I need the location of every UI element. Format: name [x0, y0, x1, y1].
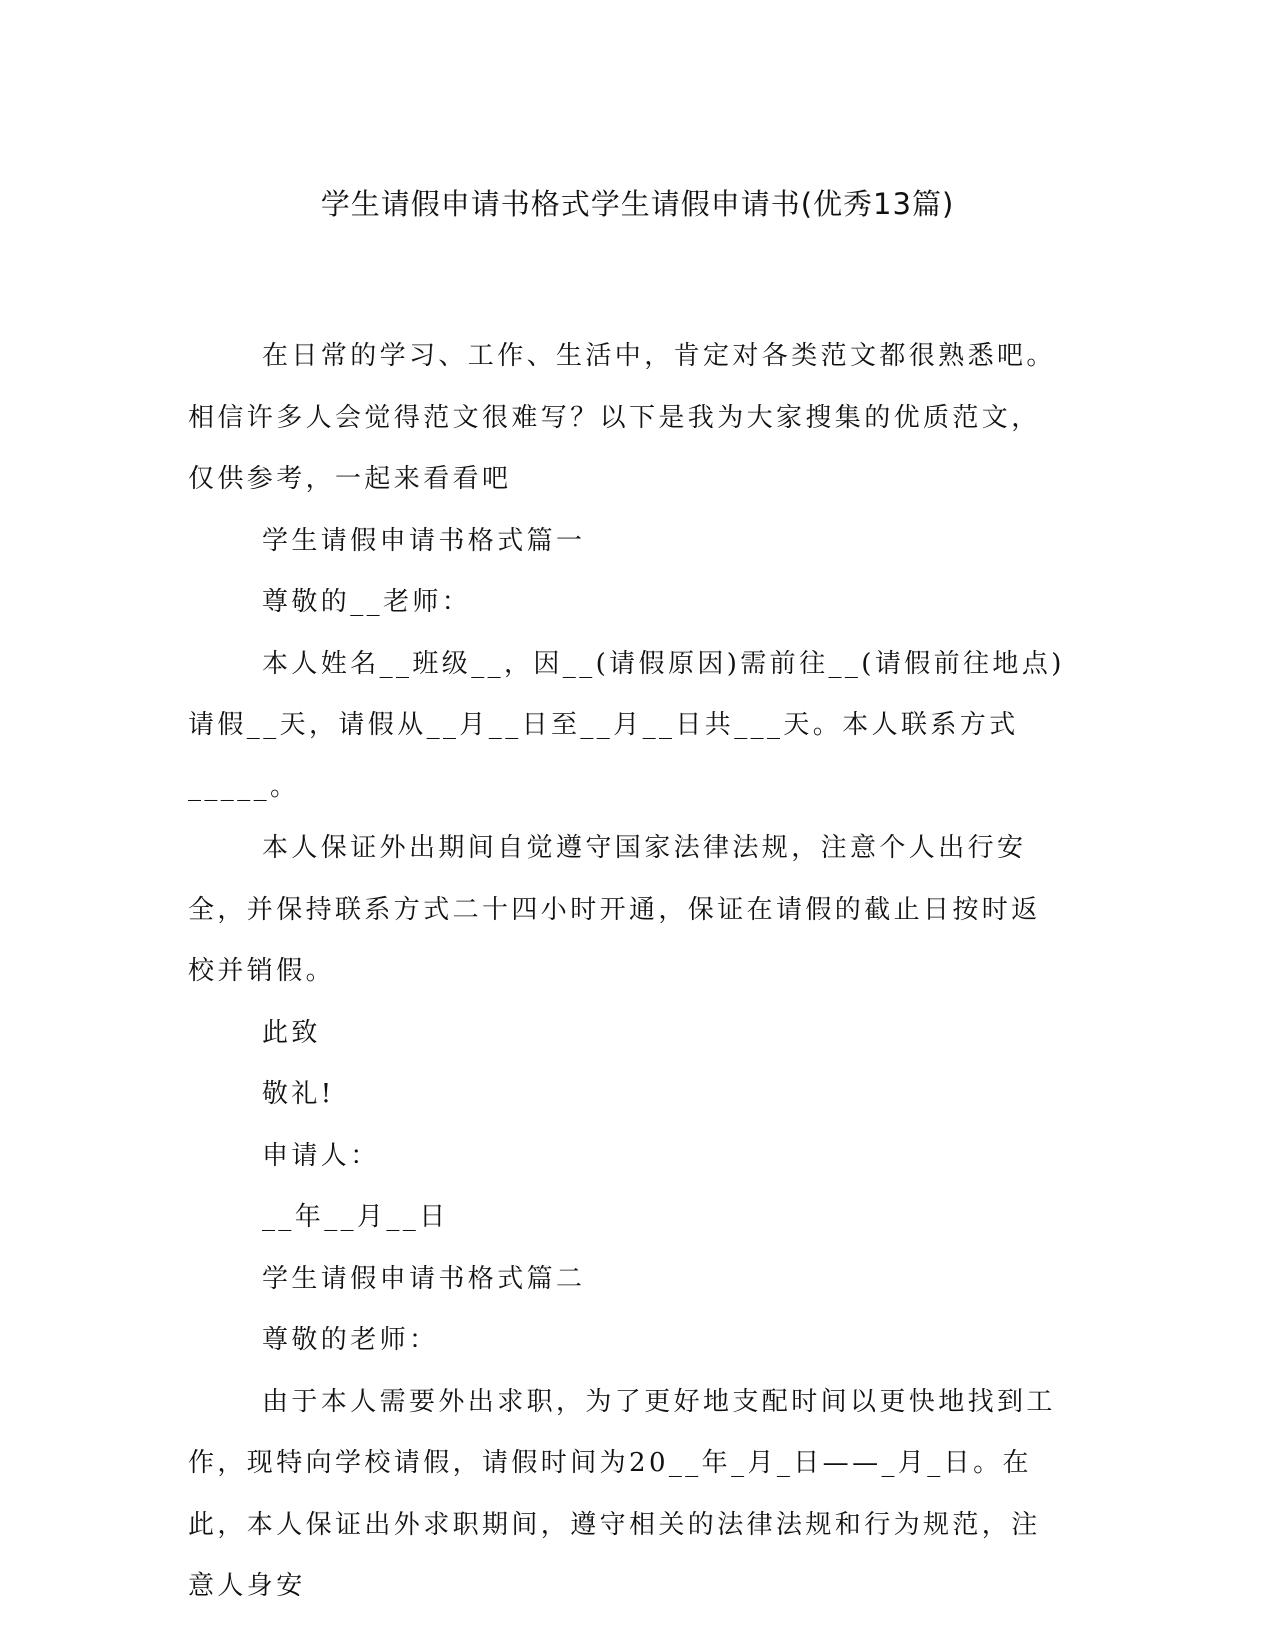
document-title: 学生请假申请书格式学生请假申请书(优秀13篇) — [320, 187, 955, 221]
leave-details-paragraph: 本人姓名__班级__，因__(请假原因)需前往__(请假前往地点)请假__天，请假从__月__日至__月__日共___天。本人联系方式_____。 — [188, 648, 1065, 802]
date-line: __年__月__日 — [262, 1202, 449, 1232]
document-body — [188, 326, 1068, 1618]
closing-salute: 敬礼! — [262, 1079, 335, 1109]
applicant-label: 申请人： — [262, 1140, 380, 1171]
closing-phrase: 此致 — [262, 1017, 321, 1048]
guarantee-paragraph: 本人保证外出期间自觉遵守国家法律法规，注意个人出行安全，并保持联系方式二十四小时开通，保证在请假的截止日按时返校并销假。 — [188, 833, 1041, 986]
job-search-paragraph: 由于本人需要外出求职，为了更好地支配时间以更快地找到工作，现特向学校请假，请假时间为20__年_月_日——_月_日。在此，本人保证出外求职期间，遵守相关的法律法规和行为规范，注意人身安 — [188, 1386, 1056, 1601]
section-heading-one: 学生请假申请书格式篇一 — [262, 525, 586, 556]
section-heading-two: 学生请假申请书格式篇二 — [262, 1263, 586, 1294]
salutation-two: 尊敬的老师： — [262, 1325, 439, 1355]
salutation-one: 尊敬的__老师： — [262, 587, 472, 617]
intro-paragraph: 在日常的学习、工作、生活中，肯定对各类范文都很熟悉吧。相信许多人会觉得范文很难写？以下是我为大家搜集的优质范文，仅供参考，一起来看看吧 — [188, 341, 1056, 494]
